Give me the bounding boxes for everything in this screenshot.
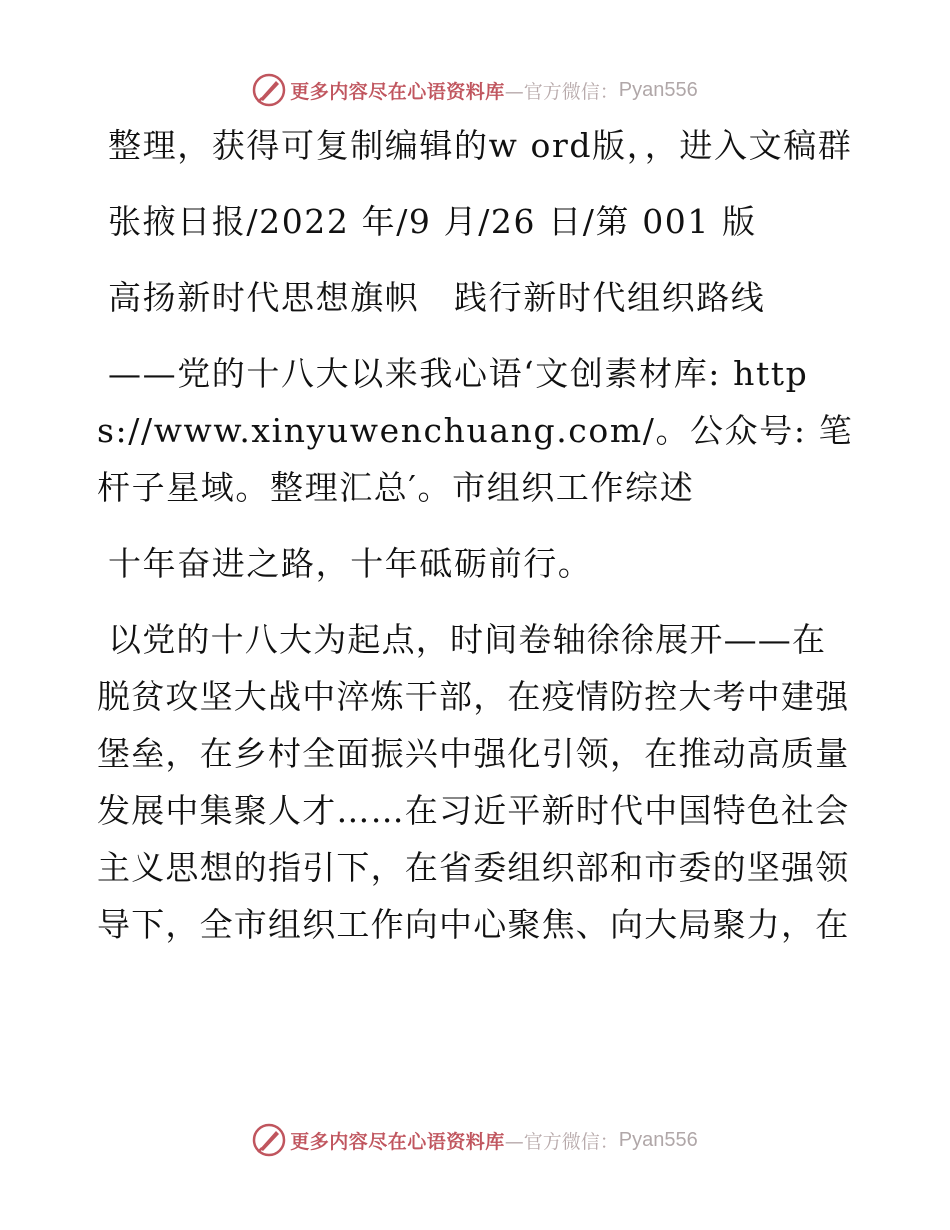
footer-watermark [0,1122,950,1158]
watermark-main-text: 更多内容尽在心语资料库 [290,80,505,103]
article-title: 高扬新时代思想旗帜 践行新时代组织路线 [108,278,766,317]
quill-stamp-icon [252,73,286,107]
lead-paragraph: 十年奋进之路，十年砥砺前行。 [108,544,593,583]
document-body [97,117,857,972]
body-paragraph: 以党的十八大为起点，时间卷轴徐徐展开——在脱贫攻坚大战中淬炼干部，在疫情防控大考中建强堡垒，在乡村全面振兴中强化引领，在推动高质量发展中集聚人才……在习近平新时代中国特色社会主义思想的指引下，在省委组织部和市委的坚强领导下，全市组织工作向中心聚焦、向大局聚力，在 [97,620,850,944]
quill-stamp-icon [252,1123,286,1157]
intro-paragraph: 整理，获得可复制编辑的w ord版，，进入文稿群 [108,126,853,165]
source-line: 张掖日报/2022 年/9 月/26 日/第 001 版 [108,202,757,241]
watermark-sub-text: —官方微信： [504,1130,619,1153]
watermark-main-text: 更多内容尽在心语资料库 [290,1130,505,1153]
watermark-id-text: Pyan556 [618,78,698,101]
watermark-sub-text: —官方微信： [504,80,619,103]
header-watermark [0,72,950,108]
watermark-id-text: Pyan556 [618,1128,698,1151]
article-subtitle: ——党的十八大以来我心语‘文创素材库: https://www.xinyuwenchuang.com/。公众号: 笔杆子星域。整理汇总′。市组织工作综述 [97,354,854,507]
